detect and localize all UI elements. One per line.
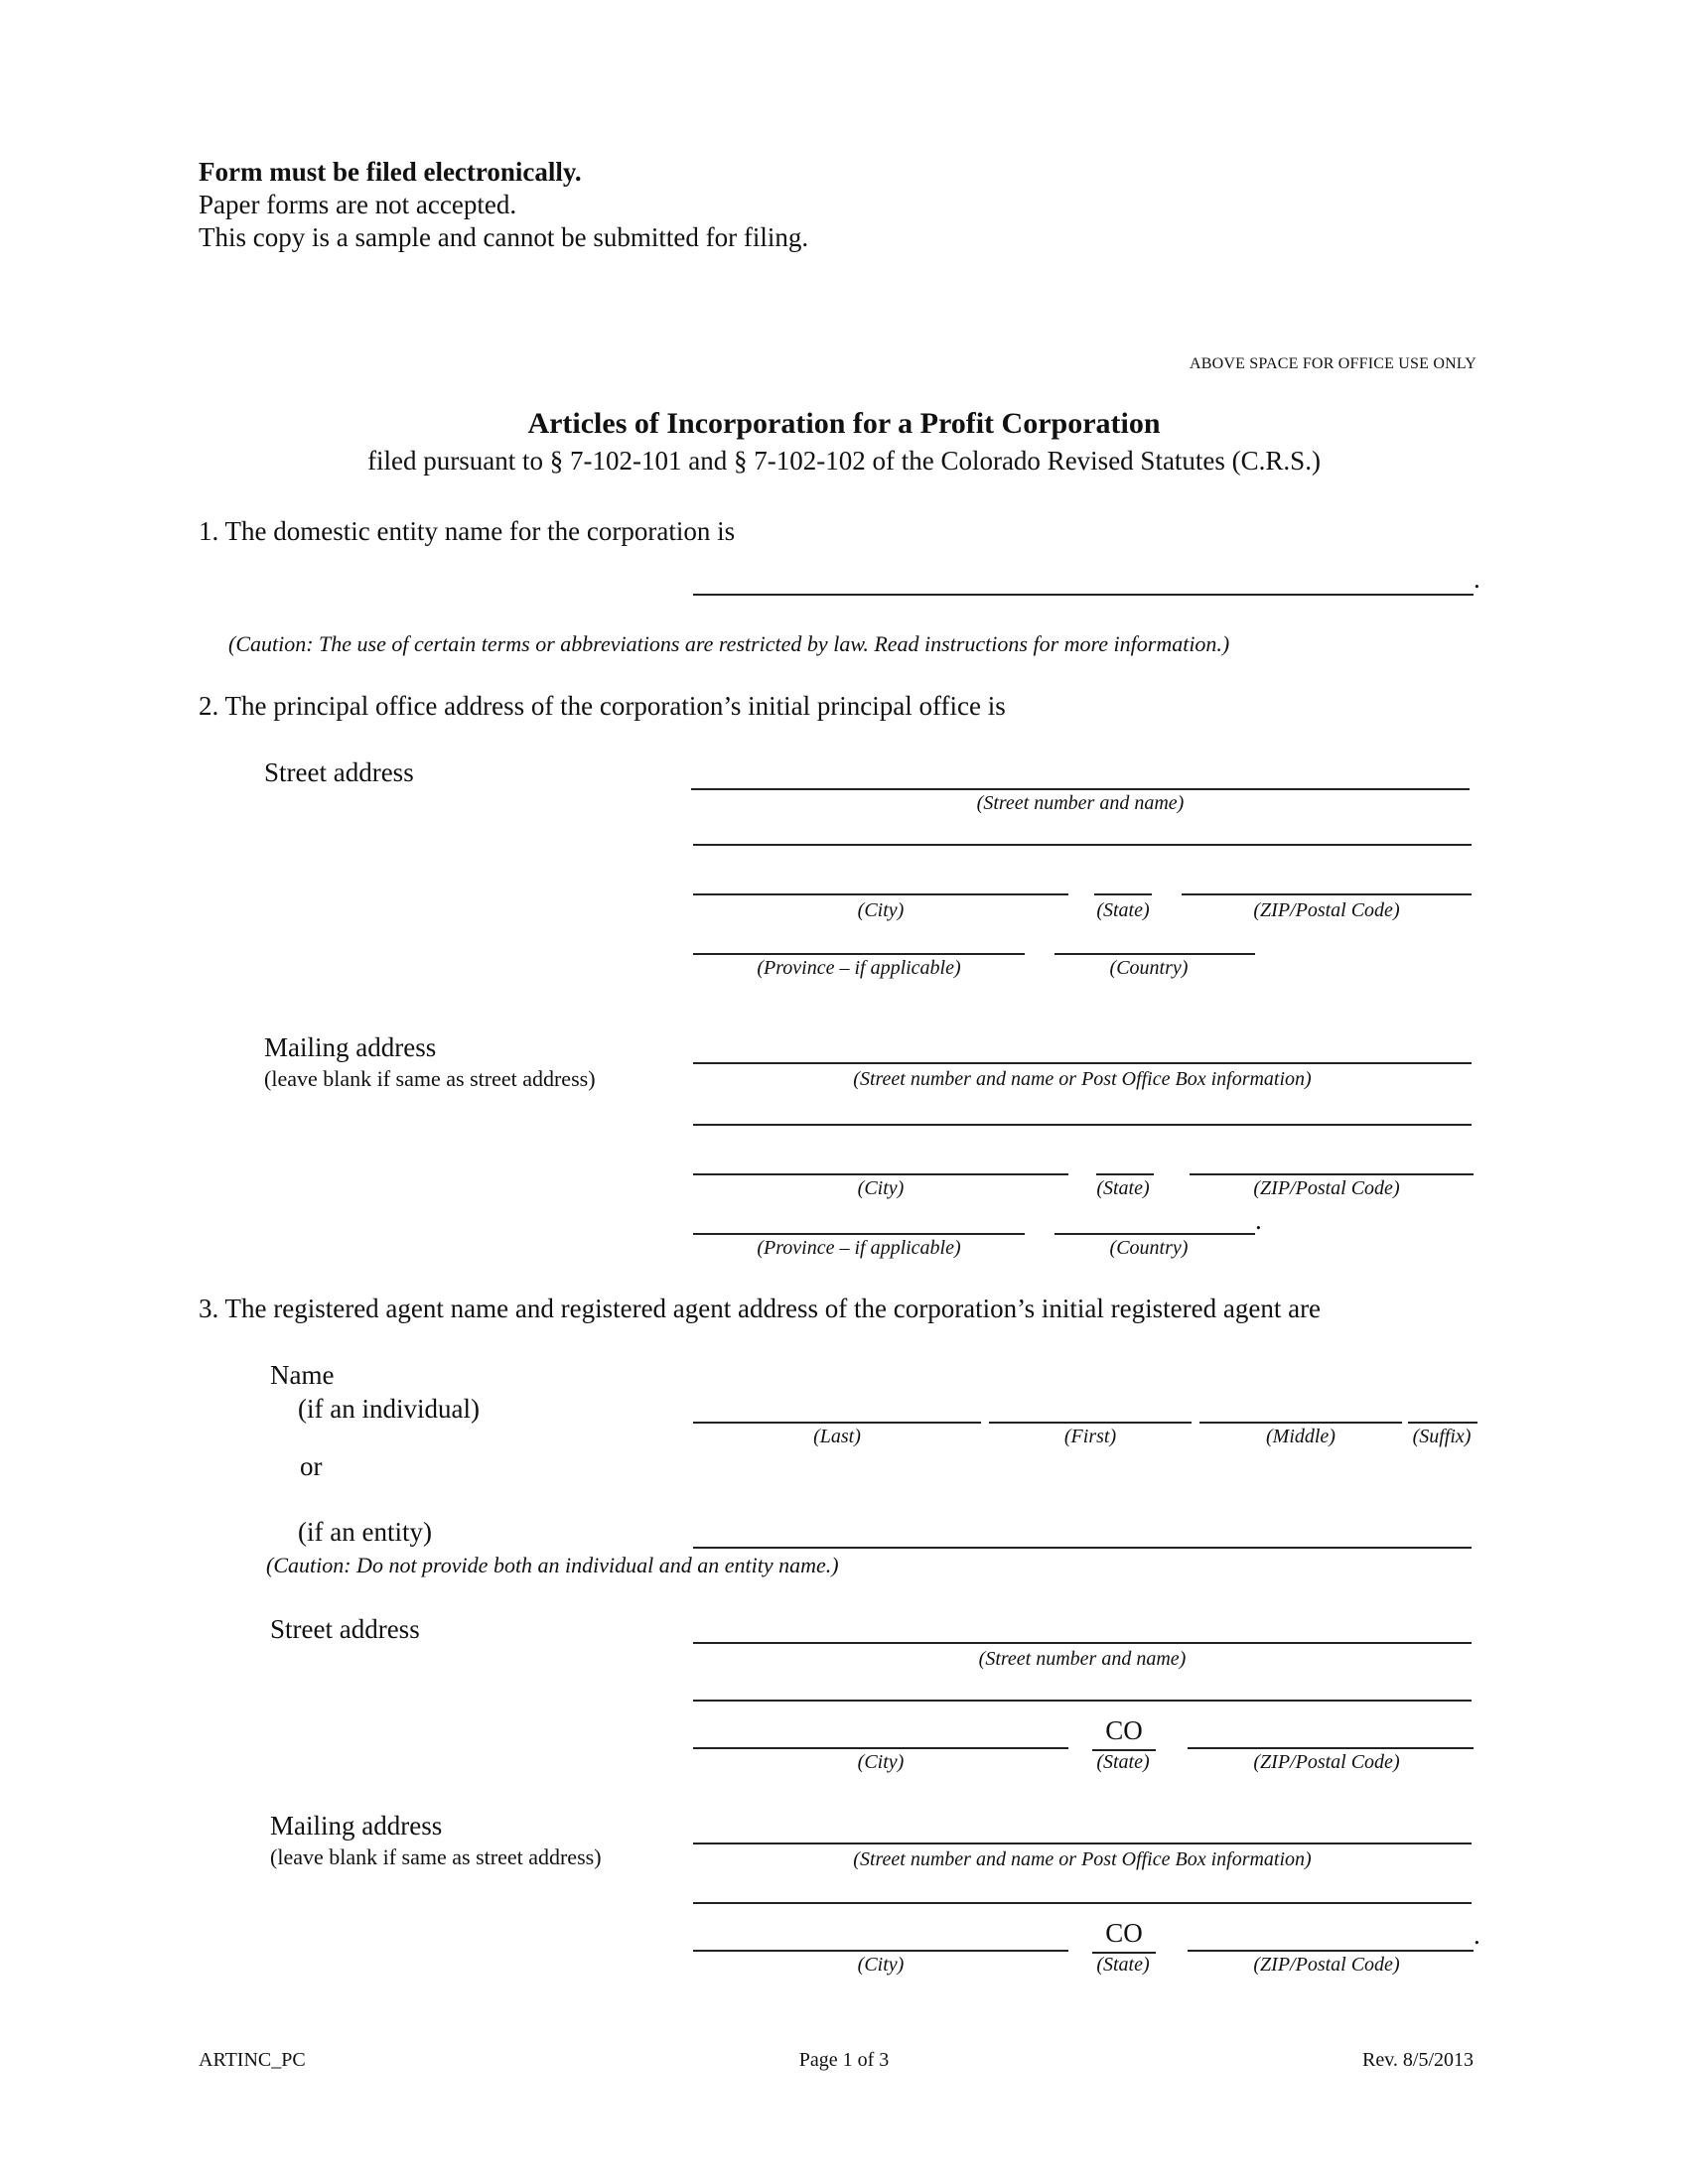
filing-notice-line3: This copy is a sample and cannot be submitted for filing. <box>199 222 809 252</box>
principal-mailing-label: Mailing address <box>264 1032 437 1062</box>
agent-mailing-city-field[interactable] <box>693 1950 1068 1952</box>
agent-mailing-zip-field[interactable] <box>1188 1950 1474 1952</box>
principal-street-field-2[interactable] <box>693 844 1472 846</box>
form-subtitle: filed pursuant to § 7-102-101 and § 7-102-102 of the Colorado Revised Statutes (C.R.S.) <box>367 446 1321 476</box>
principal-province-field[interactable] <box>693 953 1025 955</box>
filing-notice-bold: Form must be filed electronically. <box>199 157 582 187</box>
principal-street-label: Street address <box>264 757 414 787</box>
agent-individual-label: (if an individual) <box>298 1394 480 1424</box>
entity-name-field[interactable] <box>693 594 1474 596</box>
period-mark: . <box>1255 1205 1262 1235</box>
agent-street-label: Street address <box>270 1614 420 1644</box>
footer-form-id: ARTINC_PC <box>199 2049 306 2071</box>
principal-zip-label: (ZIP/Postal Code) <box>1253 899 1400 921</box>
agent-mailing-zip-label: (ZIP/Postal Code) <box>1253 1954 1400 1976</box>
principal-mailing-state-field[interactable] <box>1096 1173 1154 1175</box>
agent-mailing-state-label: (State) <box>1096 1954 1150 1976</box>
footer-revision: Rev. 8/5/2013 <box>1362 2049 1475 2071</box>
principal-country-label: (Country) <box>1109 957 1189 979</box>
section2-heading: 2. The principal office address of the corporation’s initial principal office is <box>199 691 1006 721</box>
principal-mailing-street-sublabel: (Street number and name or Post Office Box information) <box>853 1068 1312 1090</box>
agent-last-label: (Last) <box>813 1426 861 1447</box>
agent-mailing-state-value: CO <box>1105 1918 1143 1948</box>
principal-city-label: (City) <box>857 899 905 921</box>
principal-city-field[interactable] <box>693 893 1068 895</box>
agent-mailing-city-label: (City) <box>857 1954 905 1976</box>
principal-mailing-province-label: (Province – if applicable) <box>757 1237 961 1259</box>
agent-city-field[interactable] <box>693 1747 1068 1749</box>
agent-suffix-label: (Suffix) <box>1412 1426 1472 1447</box>
agent-first-label: (First) <box>1063 1426 1117 1447</box>
principal-province-label: (Province – if applicable) <box>757 957 961 979</box>
principal-country-field[interactable] <box>1055 953 1255 955</box>
office-use-label: ABOVE SPACE FOR OFFICE USE ONLY <box>1190 355 1477 372</box>
filing-notice-line2: Paper forms are not accepted. <box>199 190 517 219</box>
agent-entity-name-field[interactable] <box>693 1547 1472 1549</box>
agent-caution: (Caution: Do not provide both an individual and an entity name.) <box>266 1553 839 1577</box>
agent-city-label: (City) <box>857 1751 905 1773</box>
principal-mailing-city-field[interactable] <box>693 1173 1068 1175</box>
principal-state-label: (State) <box>1096 899 1150 921</box>
principal-mailing-state-label: (State) <box>1096 1177 1150 1199</box>
agent-middle-label: (Middle) <box>1266 1426 1336 1447</box>
principal-mailing-country-field[interactable] <box>1055 1233 1255 1235</box>
agent-mailing-street-field-2[interactable] <box>693 1902 1472 1904</box>
agent-mailing-note: (leave blank if same as street address) <box>270 1844 602 1869</box>
form-title: Articles of Incorporation for a Profit Corporation <box>527 407 1161 440</box>
principal-mailing-city-label: (City) <box>857 1177 905 1199</box>
agent-middle-name-field[interactable] <box>1199 1422 1402 1424</box>
principal-street-field[interactable] <box>691 788 1470 790</box>
agent-first-name-field[interactable] <box>989 1422 1192 1424</box>
agent-or-label: or <box>300 1451 323 1481</box>
section3-heading: 3. The registered agent name and registered agent address of the corporation’s initial registered agent are <box>199 1294 1322 1323</box>
principal-mailing-zip-field[interactable] <box>1190 1173 1474 1175</box>
agent-mailing-street-sublabel: (Street number and name or Post Office Box information) <box>853 1848 1312 1870</box>
agent-entity-label: (if an entity) <box>298 1517 432 1547</box>
principal-mailing-note: (leave blank if same as street address) <box>264 1066 596 1091</box>
agent-street-field[interactable] <box>693 1642 1472 1644</box>
agent-last-name-field[interactable] <box>693 1422 981 1424</box>
agent-mailing-street-field[interactable] <box>693 1843 1472 1844</box>
principal-street-sublabel: (Street number and name) <box>976 792 1185 814</box>
principal-state-field[interactable] <box>1094 893 1152 895</box>
section1-heading: 1. The domestic entity name for the corporation is <box>199 516 736 546</box>
principal-mailing-street-field-2[interactable] <box>693 1124 1472 1126</box>
section1-caution: (Caution: The use of certain terms or abbreviations are restricted by law. Read instructions for more information.) <box>228 631 1230 656</box>
principal-zip-field[interactable] <box>1182 893 1472 895</box>
agent-mailing-label: Mailing address <box>270 1811 443 1841</box>
principal-mailing-street-field[interactable] <box>693 1062 1472 1064</box>
agent-state-label: (State) <box>1096 1751 1150 1773</box>
period-mark: . <box>1474 564 1480 594</box>
period-mark: . <box>1474 1920 1480 1950</box>
agent-name-label: Name <box>270 1360 335 1390</box>
agent-state-value: CO <box>1105 1715 1143 1745</box>
footer-page-number: Page 1 of 3 <box>798 2049 890 2071</box>
principal-mailing-zip-label: (ZIP/Postal Code) <box>1253 1177 1400 1199</box>
agent-zip-field[interactable] <box>1188 1747 1474 1749</box>
principal-mailing-country-label: (Country) <box>1109 1237 1189 1259</box>
agent-street-sublabel: (Street number and name) <box>978 1648 1187 1670</box>
agent-zip-label: (ZIP/Postal Code) <box>1253 1751 1400 1773</box>
principal-mailing-province-field[interactable] <box>693 1233 1025 1235</box>
agent-street-field-2[interactable] <box>693 1700 1472 1702</box>
agent-suffix-field[interactable] <box>1408 1422 1477 1424</box>
